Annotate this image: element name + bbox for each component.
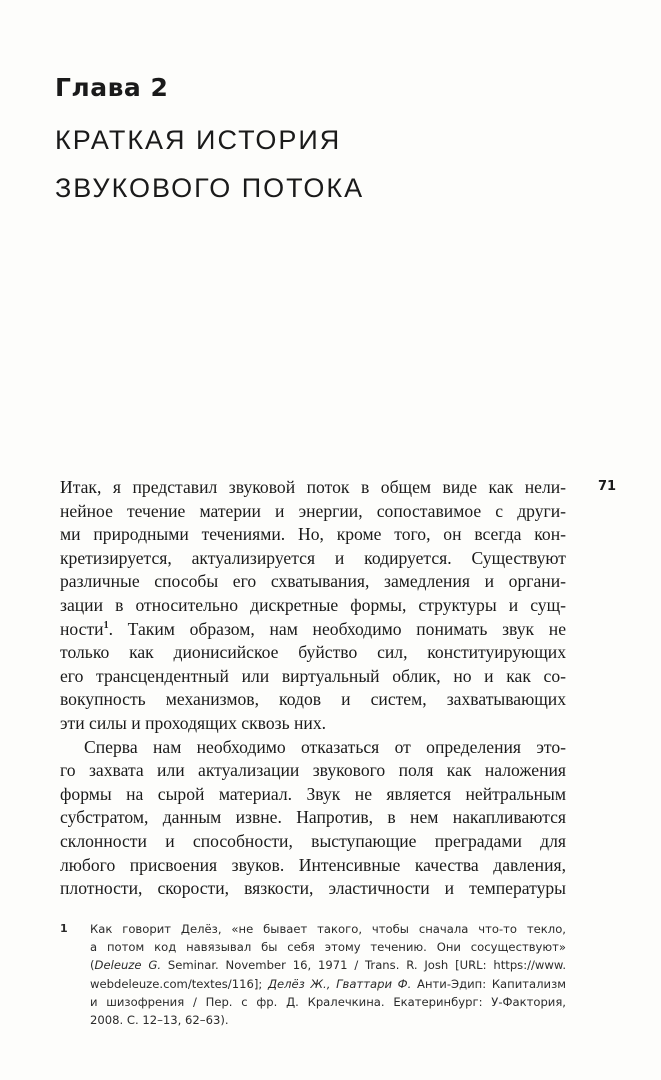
text-line: Итак, я представил звуковой поток в общем виде как нели- [60,477,566,497]
text-line: нейное течение материи и энергии, сопоставимое с други- [60,500,566,521]
text-fragment: ности [60,618,104,639]
page-number: 71 [598,479,617,494]
footnote-line [90,975,566,993]
text-line: любого присвоения звуков. Интенсивные качества давления, [60,854,566,875]
paragraph [60,476,566,736]
footnote-line: и шизофрения / Пер. с фр. Д. Кралечкина. Екатеринбург: У-Фактория, [90,994,566,1009]
author-name: Делёз Ж., Гваттари Ф. [267,976,412,991]
footnote-text [90,920,566,1029]
text-line: Сперва нам необходимо отказаться от определения это- [84,736,566,757]
text-fragment: Seminar. November 16, 1971 / Trans. R. Josh [URL: https://www. [161,958,567,973]
text-fragment: ( [90,958,95,973]
text-line: формы на сырой материал. Звук не является нейтральным [60,783,566,804]
text-line: плотности, скорости, вязкости, эластичности и температуры [60,878,566,899]
text-line: субстратом, данным извне. Напротив, в нем накапливаются [60,807,566,828]
chapter-label: Глава 2 [55,73,169,102]
author-name: Deleuze G. [94,958,162,973]
chapter-title-line: ЗВУКОВОГО ПОТОКА [55,173,365,203]
text-line: различные способы его схватывания, замедления и органи- [60,571,566,592]
text-line: го захвата или актуализации звукового поля как наложения [60,760,566,781]
url-link[interactable]: webdeleuze.com/textes/116]; [90,976,268,991]
text-fragment: Анти-Эдип: Капитализм [411,976,566,991]
text-line: только как дионисийское буйство сил, конституирующих [60,642,566,663]
chapter-title [55,116,364,212]
text-line: его трансцендентный или виртуальный облик, но и как со- [60,665,566,686]
text-line: зации в относительно дискретные формы, структуры и сущ- [60,594,566,615]
paragraph [60,736,566,901]
footnote-line: а потом код навязывал бы себя этому течению. Они сосуществуют» [90,940,566,955]
body-text [60,476,566,901]
text-line [60,618,566,642]
footnote-marker: 1 [60,922,68,935]
text-line: вокупность механизмов, кодов и систем, захватывающих [60,689,566,710]
text-fragment: . [108,618,113,639]
text-fragment: Таким образом, нам необходимо понимать звук не [112,618,566,639]
footnote-line [90,956,566,974]
chapter-title-line: КРАТКАЯ ИСТОРИЯ [55,125,342,155]
footnote-line: 2008. С. 12–13, 62–63). [90,1013,229,1028]
text-line: склонности и способности, выступающие преградами для [60,830,566,851]
text-line: ми природными течениями. Но, кроме того, он всегда кон- [60,524,566,545]
footnote-reference[interactable]: 1 [103,619,109,631]
text-line: эти силы и проходящих сквозь них. [60,712,327,733]
footnote-line: Как говорит Делёз, «не бывает такого, чтобы сначала что-то текло, [90,922,566,936]
text-line: кретизируется, актуализируется и кодируется. Существуют [60,547,566,568]
